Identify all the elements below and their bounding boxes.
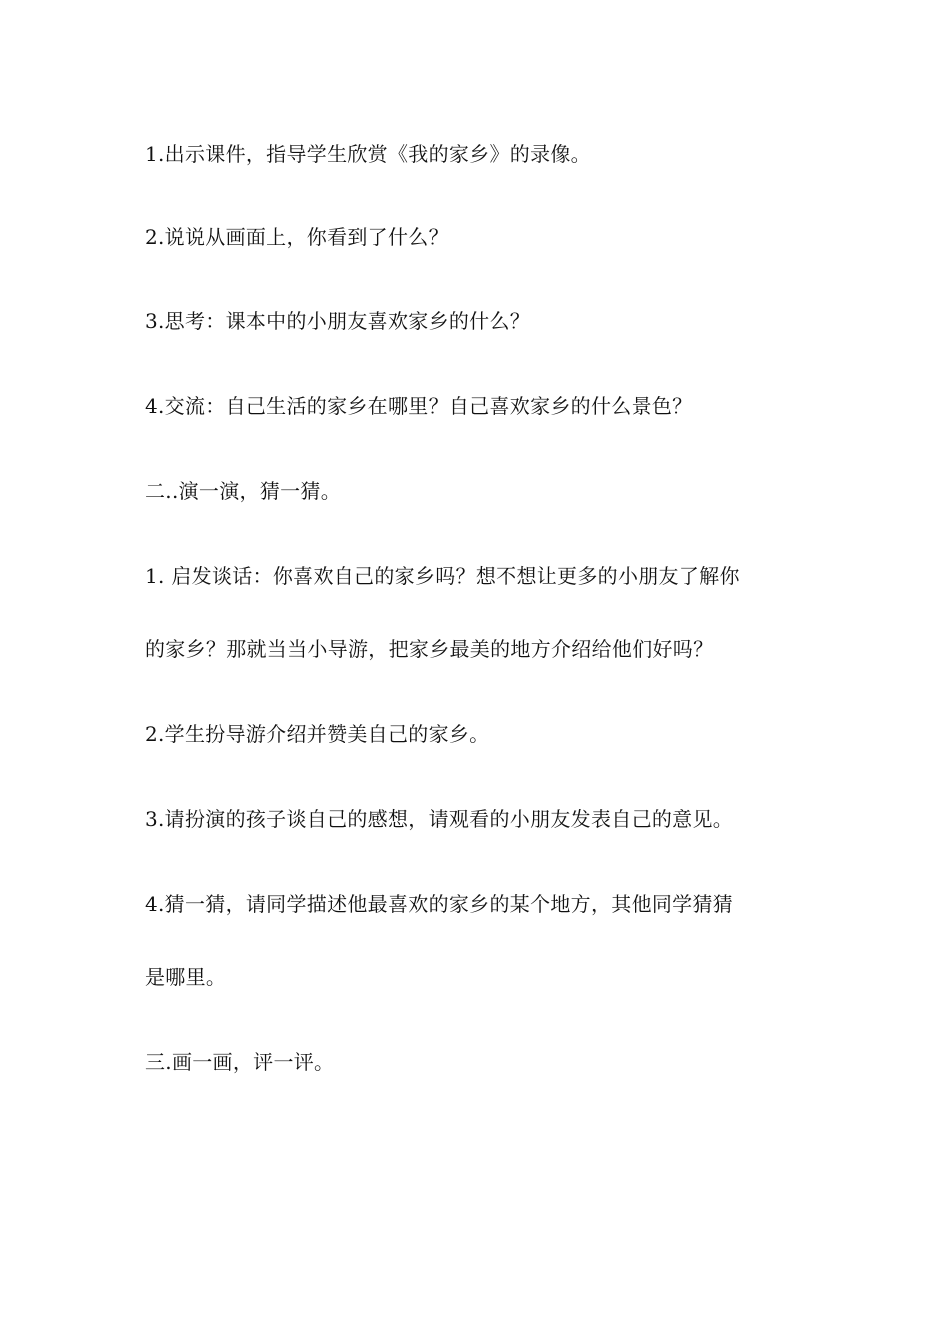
section-heading: 二..演一演，猜一猜。 (145, 479, 342, 503)
text-line: 3.请扮演的孩子谈自己的感想，请观看的小朋友发表自己的意见。 (145, 807, 734, 831)
text-line: 2.学生扮导游介绍并赞美自己的家乡。 (145, 722, 490, 746)
text-line: 是哪里。 (145, 965, 227, 989)
text-line: 3.思考：课本中的小朋友喜欢家乡的什么？ (145, 309, 531, 333)
section-heading: 三.画一画，评一评。 (145, 1050, 335, 1074)
text-line: 4.猜一猜，请同学描述他最喜欢的家乡的某个地方，其他同学猜猜 (145, 892, 734, 916)
text-line: 1. 启发谈话：你喜欢自己的家乡吗？想不想让更多的小朋友了解你 (145, 564, 740, 588)
text-line: 4.交流：自己生活的家乡在哪里？自己喜欢家乡的什么景色？ (145, 394, 693, 418)
text-line: 2.说说从画面上，你看到了什么？ (145, 225, 449, 249)
text-line: 1.出示课件，指导学生欣赏《我的家乡》的录像。 (145, 142, 591, 166)
text-line: 的家乡？那就当当小导游，把家乡最美的地方介绍给他们好吗？ (145, 637, 714, 661)
